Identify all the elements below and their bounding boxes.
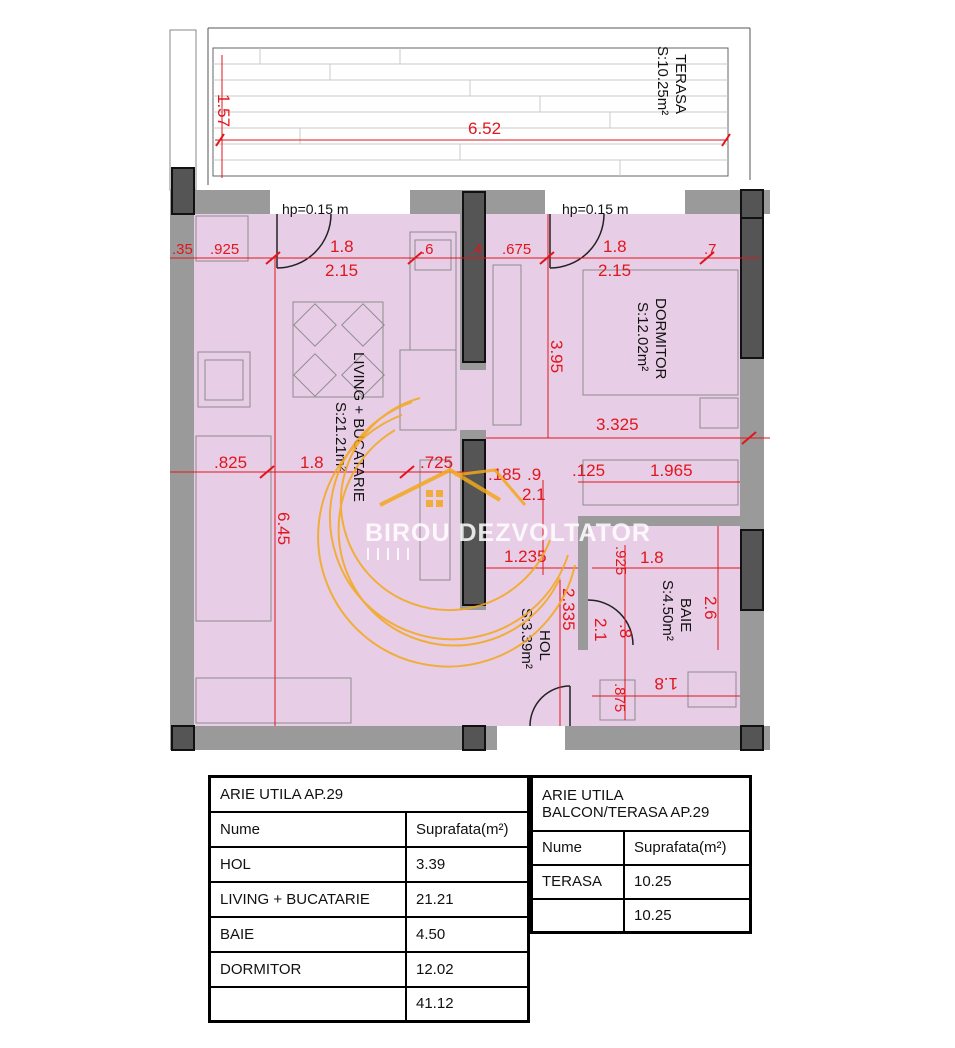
dim-top-left-small: .35 [172,241,193,258]
table-title-line2: BALCON/TERASA AP.29 [542,803,710,821]
dim-living-215: 2.15 [325,261,359,280]
dim-terasa-height: 1.57 [214,94,233,128]
room-baie-area: S:4.50m² [659,580,676,641]
table-row [210,847,529,882]
dim-kitchen-0675: .675 [502,241,532,258]
table-row [210,952,529,987]
row-name: LIVING + BUCATARIE [210,882,407,917]
dim-dorm-395: 3.95 [547,340,566,374]
room-living-name: LIVING + BUCATARIE [350,352,367,502]
dim-living-18b: 1.8 [300,453,324,472]
dim-living-door: 1.8 [330,237,354,256]
dim-baie-26: 2.6 [701,596,720,620]
row-area: 21.21 [406,882,529,917]
room-hol-name: HOL [536,630,553,661]
room-dormitor [634,298,669,380]
room-terasa [654,46,689,115]
dim-living-645: 6.45 [274,512,293,546]
row-area: 10.25 [624,865,751,899]
dim-baie-875: .875 [611,683,628,713]
dim-kitchen-06: .6 [421,241,434,258]
dim-top-left-925: .925 [210,241,240,258]
table-title [532,777,751,831]
row-area: 3.39 [406,847,529,882]
table-total-row [210,987,529,1022]
table-row [210,882,529,917]
room-dormitor-area: S:12.02m² [634,302,651,372]
watermark-text: BIROU DEZVOLTATOR [365,519,651,547]
row-name: HOL [210,847,407,882]
col-header-area: Suprafata(m²) [624,831,751,865]
row-area: 12.02 [406,952,529,987]
dim-dorm-07: .7 [704,241,717,258]
total-area: 10.25 [624,899,751,933]
dim-baie-21: 2.1 [591,618,610,642]
row-name: TERASA [532,865,625,899]
dim-baie-925: .925 [612,546,629,576]
total-area: 41.12 [406,987,529,1022]
table-row [532,865,751,899]
total-label-empty [532,899,625,933]
dim-hol-09: .9 [527,465,542,484]
dim-mid-125: .125 [572,461,606,480]
table-row [210,917,529,952]
dim-hol-2335: 2.335 [559,588,578,631]
table-title: ARIE UTILA AP.29 [210,777,529,812]
col-header-name: Nume [210,812,407,847]
room-terasa-area: S:10.25m² [654,46,671,116]
dim-mid-1965: 1.965 [650,461,693,480]
dim-hol-185: .185 [488,465,522,484]
room-dormitor-name: DORMITOR [652,298,669,380]
dim-dorm-215: 2.15 [598,261,632,280]
room-baie-name: BAIE [677,598,694,633]
row-name: DORMITOR [210,952,407,987]
col-header-area: Suprafata(m²) [406,812,529,847]
dim-hol-1235: 1.235 [504,547,547,566]
table-total-row [532,899,751,933]
room-hol-area: S:3.39m² [518,608,535,669]
dim-dorm-door: 1.8 [603,237,627,256]
row-name: BAIE [210,917,407,952]
total-label-empty [210,987,407,1022]
dim-living-825: .825 [214,453,248,472]
row-area: 4.50 [406,917,529,952]
hp-label-dormitor: hp=0.15 m [562,201,629,217]
dim-dorm-3325: 3.325 [596,415,639,434]
table-title-line1: ARIE UTILA [542,786,624,804]
room-living-area: S:21.21m² [332,402,349,472]
dim-baie-18b: 1.8 [654,674,678,693]
col-header-name: Nume [532,831,625,865]
area-table-apartment [208,775,530,1023]
dim-baie-08: .8 [616,624,635,639]
hp-label-living: hp=0.15 m [282,201,349,217]
dim-living-725: .725 [420,453,454,472]
dim-terasa-width: 6.52 [468,119,502,138]
dim-kitchen-04: .4 [470,241,483,258]
room-terasa-name: TERASA [672,54,689,115]
dim-baie-18: 1.8 [640,548,664,567]
dim-hol-21: 2.1 [522,485,546,504]
area-table-balcony [530,775,752,934]
